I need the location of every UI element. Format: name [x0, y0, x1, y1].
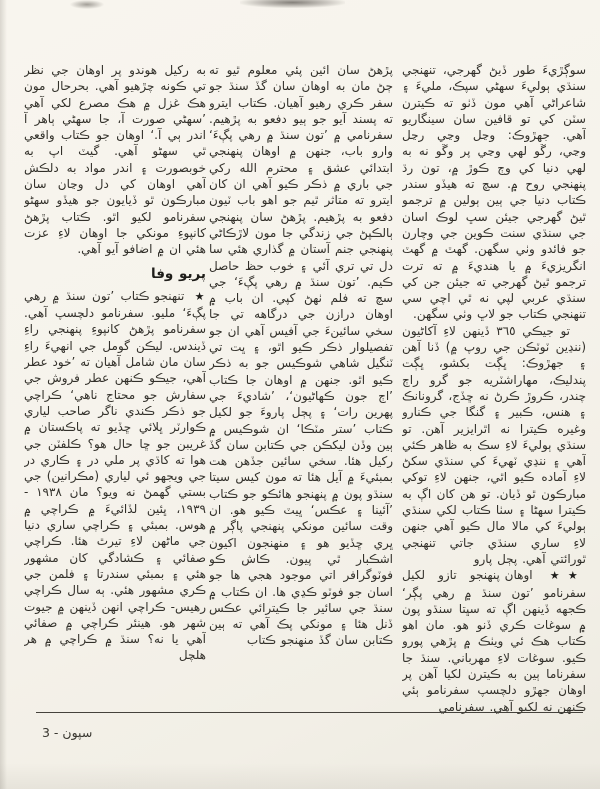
star-marker-icon: ★ [194, 289, 206, 303]
scan-artifact [70, 0, 104, 9]
section-heading: پريو وفا [151, 265, 206, 282]
scan-artifact [0, 0, 7, 789]
page-footer [42, 725, 92, 740]
star-marker-icon: ★★ [549, 569, 586, 583]
page-footer-label: سپون - 3 [42, 725, 93, 740]
text-column-left [24, 62, 206, 716]
text-column-middle [209, 62, 393, 716]
text-column-right [402, 62, 586, 716]
footer-divider [36, 712, 583, 713]
paragraph: سوڳڙيءَ طور ڏيڻ گهرجي، تنهنجي سنڌي ٻوليءَ سهڻي سپڪ، مليءَ ۽ شاعراڻي آهي مون ڏٺو ته ڪيترن سٽن کي تو قافين سان سينگاريو آهي. جهڙوڪ: وڃل وڃي رڃل وڃي، رڱو لهي وڃي پر وڱو نه به لهي دنيا کي وڄ ڪوڙ ۾، تون رڌ پنهنجي روح ۾. سچ ته هيڏو سندر ڪتاب دنيا جي ٻين ٻولين ۾ ترجمو ٿيڻ گهرجي جيئن سڀ لوڪ اسان جي سنڌي سنت ڪوين جي وچارن جو فائدو وٺي سگهن. گهٽ ۾ گهٽ انگريزيءَ ۾ يا هنديءَ ۾ ته ترت ترجمو ٿيڻ گهرجي ته جيئن جن کي سنڌي عربي لپي نه ٿي اچي سي تنهنجي ڪتاب جو لاڀ وٺي سگهن. [402, 63, 586, 322]
scan-artifact [240, 0, 345, 8]
paragraph: تو جيڪي ٣٦٥ ڏينهن لاءِ آکاڻيون (ننڍين ٽوٽڪن جي روپ ۾) ڏنا آهن ۽ جهڙوڪ: ڀڳت بکشو، ڀڳت پندليڪ، مهاراشٽريه جو گرو راڄ چندر، ڪروڙ ڪرڻ نه ڇڏج، گرونانڪ ۽ هنس، ڪبير ۽ گنگا جي ڪنارو وغيره ڪيترا نه اٿرايزير آهن. تو سنڌي ٻوليءَ لاءِ سڪ به ظاهر ڪئي آهي ۽ ننڍي ٽهيءَ کي سنڌي سکڻ لاءِ آماده ڪيو اٿي، جنهن لاءِ توکي مبارڪون ٿو ڏيان. تو هن کان اڳ به ڪيترا سهڻا ۽ سٺا ڪتاب لکي سنڌي ٻوليءَ کي مالا مال ڪيو آهي جنهن لاءِ ساري سنڌي جاتي تنهنجي ٿورائتي آهي. پڄل پارو [402, 323, 586, 566]
paragraph: ★ تنهنجو ڪتاب ’تون سنڌ ۾ رهي پڳءَ‘ مليو. سفرنامو دلچسپ آهي. سفرنامو پڙهڻ کانپوءِ پنهنجي راءِ ڏيندس. ليڪن گومل جي انهيءَ راءِ سان مان شامل آهيان ته ’خود عطر آهي، جيڪو ڪنهن عطر فروش جي سفارش جو محتاج ناهي‘ ڪراچي جو ذڪر ڪندي ناگر صاحب لياري ڪوارٽر ڀلائي ڇڏيو ته پاڪستان ۾ غريبن جو ڇا حال هو؟ ڪلفٽن جي هوا ته کاڌي پر ملي در ۽ ڪاري در جي ويجهو ئي لياري (مڪرانين) جي بستي گهمڻ نه ويو؟ مان ١٩٣٨ - ١٩٣٩، ڀئين لڏائيءَ ۾ ڪراچي ۾ هوس. بمبئي ۽ ڪراچي ساري دنيا جي ماڻهن لاءِ تيرٿ هئا. ڪراچي صفائي ۽ ڪشادگي کان مشهور هئي ۽ بمبئي سندرتا ۽ فلمن جي ڪري مشهور هئي. ٻه سال ڪراچي رهيس- ڪراچي انهن ڏينهن ۾ جيوت شهر هو. هينئر ڪراچي ۾ صفائي آهي يا نه؟ سنڌ ۾ ڪراچي ۾ هر هلچل [24, 288, 206, 663]
paragraph: به رکيل هوندو پر اوهان جي نظر تي ڪونه چڙهيو آهي. بحرحال مون هڪ غزل ۾ هڪ مصرع لکي آهي ’سهڻي صورت آ، جا سهڻي ٻاهر آ اندر ٻي آ.‘ اوهان جو ڪتاب واقعي ٿي سهڻو آهي. گيٽ اپ به خوبصورت ۽ اندر مواد به دلڪش آهي اوهان کي دل وڃان سان مبارڪون ٿو ڏيايون جو هيڏو سهڻو سفرنامو لکيو اٿو. ڪتاب پڙهڻ کانپوءِ مونکي جا اوهان لاءِ عزت هئي ان ۾ اضافو آيو آهي. [24, 63, 206, 257]
scan-artifact [0, 763, 600, 789]
paragraph: پڙهڻ سان ائين پئي معلوم ٿيو ته ڄڻ مان به اوهان سان گڏ سنڌ جو سفر ڪري رهيو آهيان. ڪتاب ايترو ته پسند آيو جو ٻيو دفعو به پڙهيم. سفرنامي ۾ ’تون سنڌ ۾ رهي پڳءَ‘ وارو باب، جنهن ۾ اوهان پنهنجي ابتدائي عشق ۽ محترم الله رکي جي باري ۾ ذڪر ڪيو آهي ان کان ايترو ته متاثر ٿيم جو اهو باب ٽيون دفعو به پڙهيم. پڙهڻ سان پنهنجي ٻالڪپڻ جي زندگي جا مون لاڙڪاڻي پنهنجي جنم آستان ۾ گذاري هئي سا دل تي تري آئي ۽ خوب حظ حاصل ڪيم. ’تون سنڌ ۾ رهي پڳءَ‘ جي سچ ته فلم ٺهڻ کپي. ان باب ۾ اوهان درازن جي درگاهه تي جا سخي سائينءَ جي آفيس آهي ان جو تفصيلوار ذڪر ڪيو اٿو، ۽ ڀت تي ٽنگيل شاهي شوڪيس جو به ذڪر ڪيو اٿو. جنهن ۾ اوهان جا ڪتاب ’اڄ جون ڪهاڻيون‘، ’شاديءَ جي پهرين رات‘ ۽ پڄل پاروءَ جو لکيل ڪتاب ’ستر مٽڪا‘ ان شوڪيس ۾ ٻين وڏن ليکڪن جي ڪتابن سان گڏ رکيل هئا. سخي سائين جڏهن هت بمبئيءَ ۾ آيل هئا ته مون کيس سيتا سنڌو پون ۾ پنهنجو هائڪو جو ڪتاب ’آئينا ۽ عڪس‘ ڀيٽ ڪيو هو. ان وقت سائين مونکي پنهنجي پاڳر ۾ ڀري ڇڏيو هو ۽ منهنجون اکيون اشڪبار ٿي پيون. ڪاش ڪو فوٽوگرافر اتي موجود هجي ها جو اسان جو فوٽو ڪڍي ها. ان ڪتاب ۾ سنڌ جي سائير جا ڪيترائي عڪس ڏنل هئا ۽ مونکي پڪ آهي ته ٻين ڪتابن سان گڏ منهنجو ڪتاب [209, 63, 393, 648]
paragraph: ★★ اوهان پنهنجو تازو لکيل سفرنامو ’تون سنڌ ۾ رهي پڳر‘ ڪجهه ڏينهن اڳ ته سڀتا سنڌو پون ۾ سوغات ڪري ڏنو هو. مان اهو ڪتاب هڪ ئي ويٺڪ ۾ پڙهي پورو ڪيو. سوغات لاءِ مهرباني. سنڌ جا سفرناما ٻين به ڪيترن لکيا آهن پر اوهان جهڙو دلچسپ سفرنامو ٻئي ڪنهن نه لکيو آهي. سفرنامي [402, 568, 586, 714]
